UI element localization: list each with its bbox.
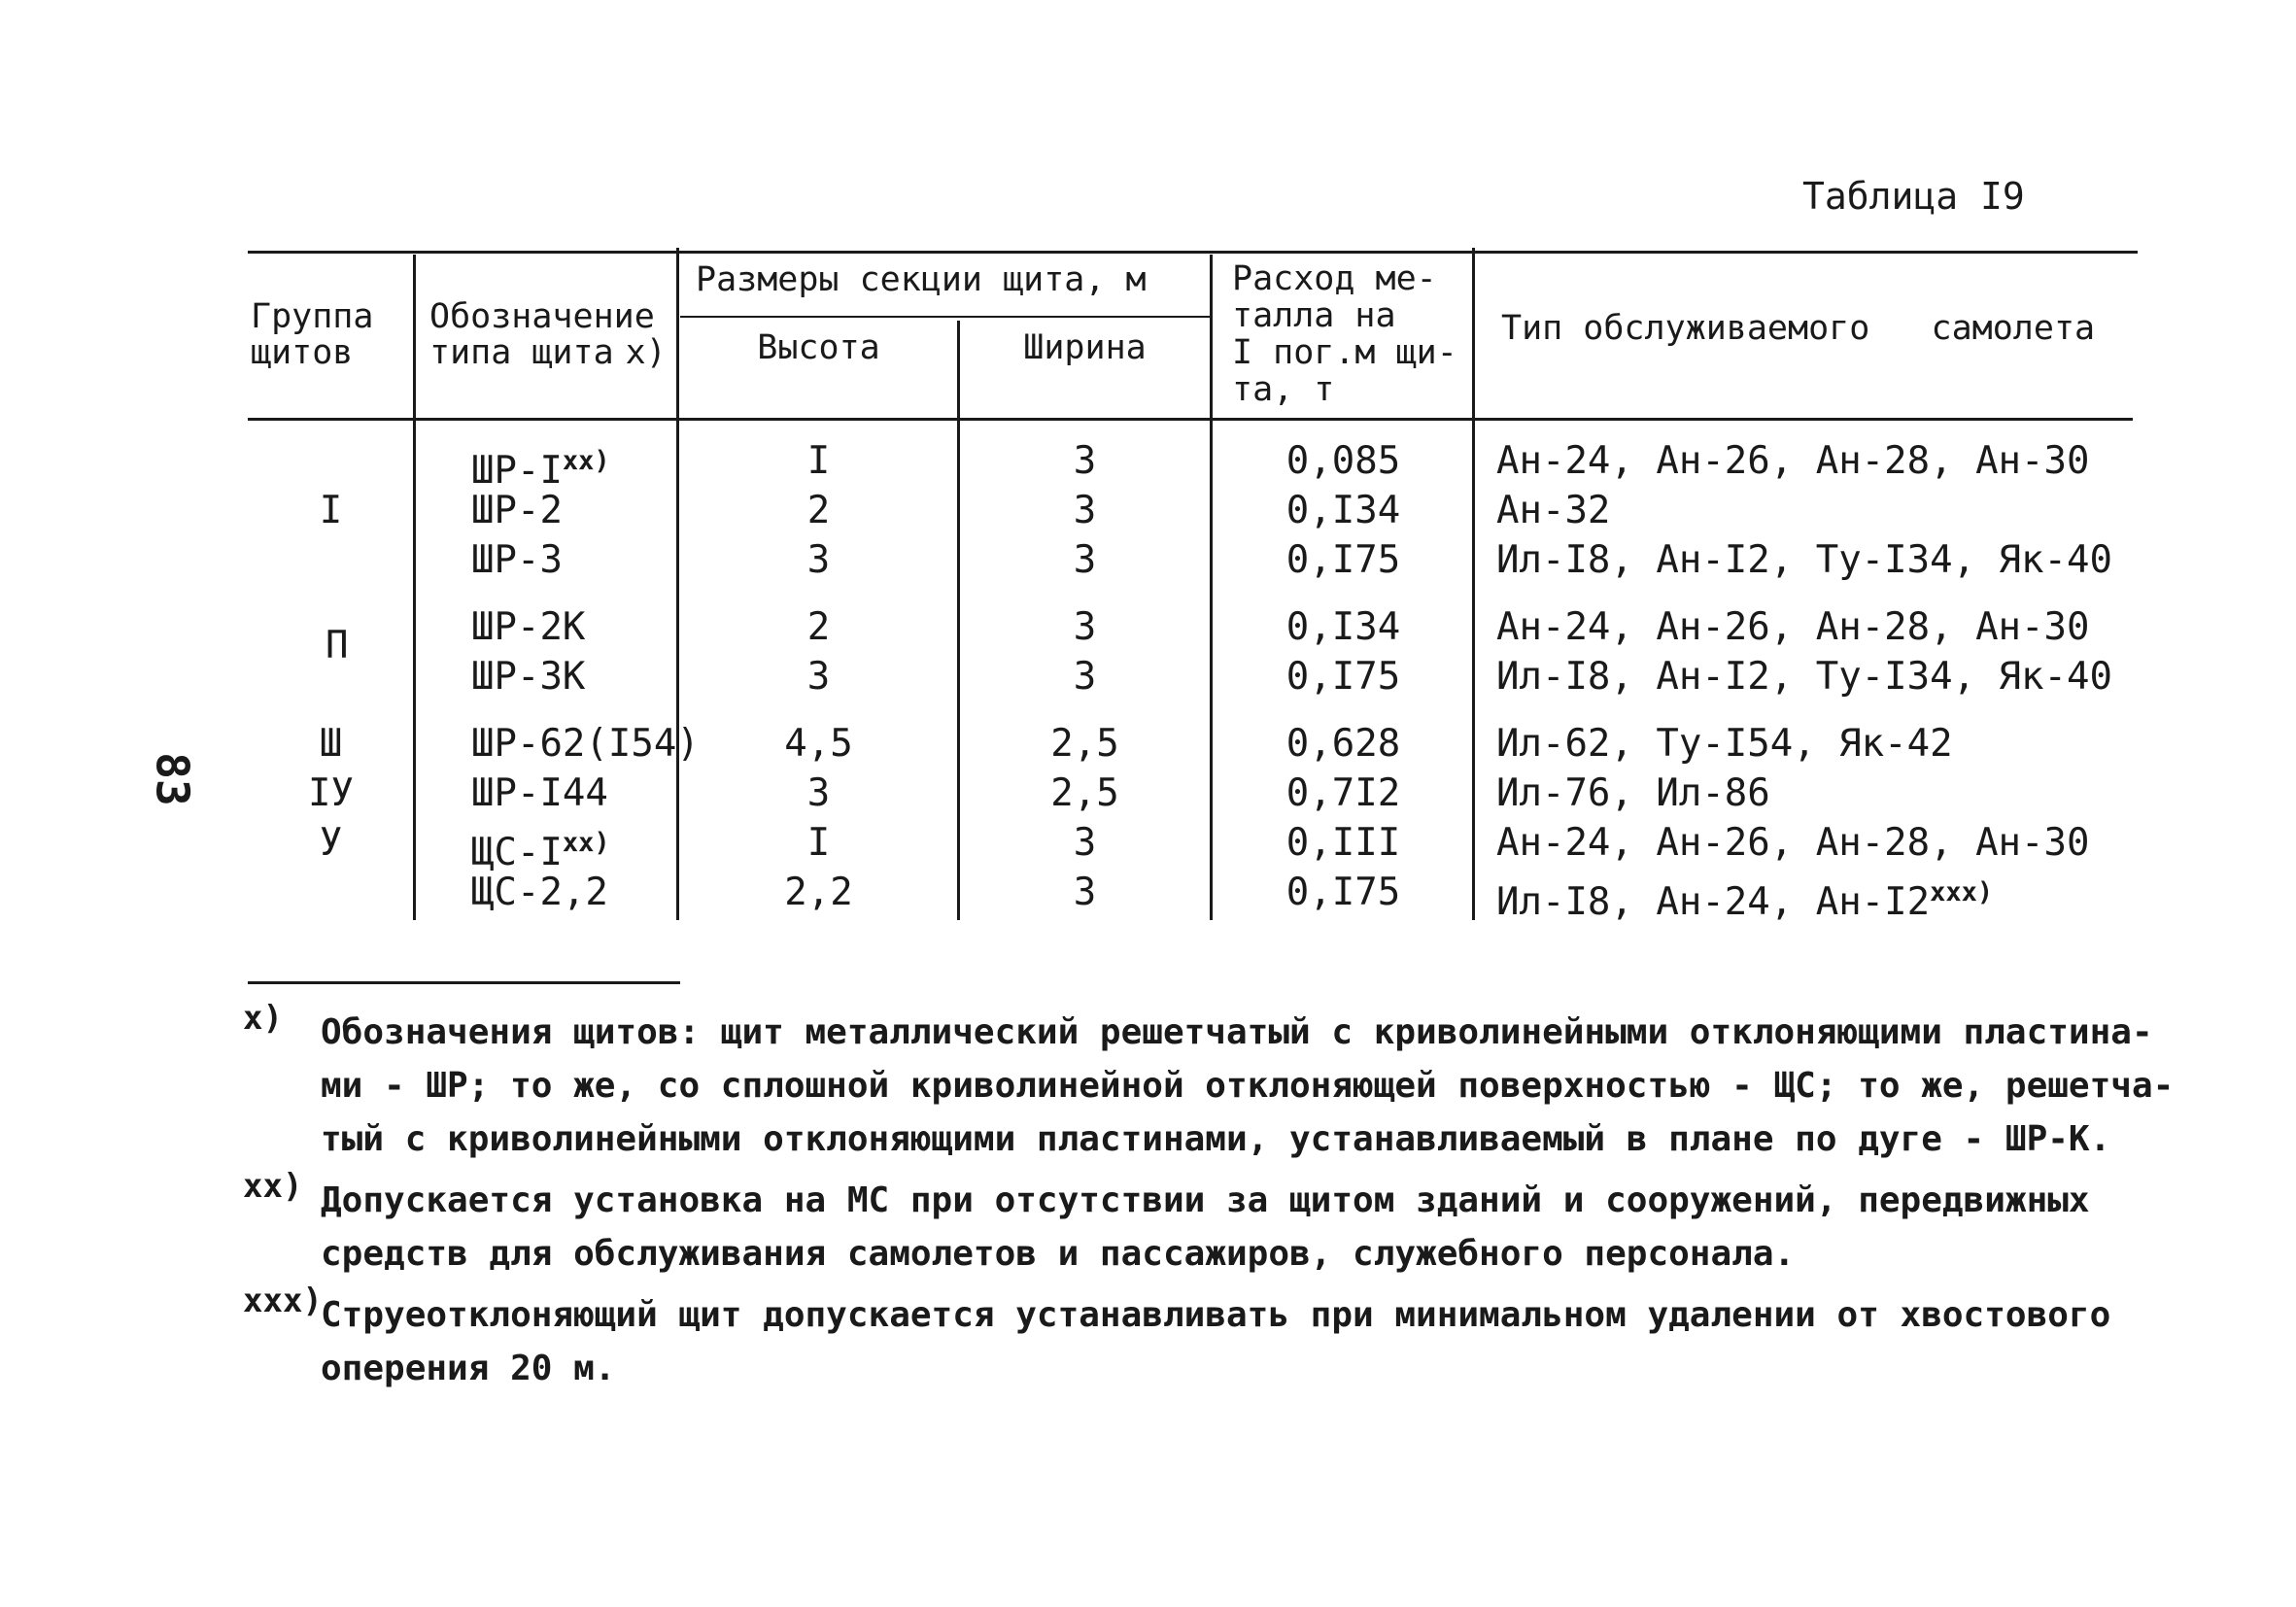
width-cell: 3 [1073,655,1097,699]
sizes-header-rule [680,316,1210,318]
group-cell-II: П [326,624,349,667]
metal-cell: 0,III [1285,821,1401,865]
type-cell: ШР-2К [471,605,586,649]
height-cell: 3 [806,538,831,582]
aircraft-cell: Ан-24, Ан-26, Ан-28, Ан-30 [1496,605,2090,649]
table-row: IУ [308,771,354,815]
aircraft-cell: Ил-62, Ту-I54, Як-42 [1496,722,1953,766]
metal-cell: 0,7I2 [1285,771,1401,815]
col-divider-1 [413,255,416,920]
metal-cell: 0,I75 [1285,538,1401,582]
header-height: Высота [757,328,880,367]
metal-cell: 0,I75 [1285,655,1401,699]
metal-cell: 0,I34 [1285,489,1401,532]
width-cell: 3 [1073,821,1097,865]
metal-cell: 0,I75 [1285,871,1401,914]
header-bottom-rule [248,418,2133,421]
aircraft-cell: Ан-32 [1496,489,1611,532]
height-cell: 2 [806,605,831,649]
table-row [251,869,411,918]
type-cell: ШР-I44 [471,771,608,815]
footnote: ххх) Струеотклоняющий щит допускается устанавливать при минимальном удалении от хвостового оперения 20 м. [243,1288,2147,1395]
type-cell: ШР-2 [471,489,563,532]
type-cell: ШР-3 [471,538,563,582]
page-number: 83 [146,752,199,806]
metal-cell: 0,085 [1285,439,1401,483]
width-cell: 3 [1073,538,1097,582]
height-cell: 3 [806,771,831,815]
height-cell: 2,2 [784,871,853,914]
header-designation-mark: x) [625,333,667,372]
type-footnote-mark: хх) [562,446,610,476]
width-cell: 2,5 [1050,722,1119,766]
table-row: У [319,821,343,865]
col-divider-5 [1472,248,1475,920]
type-cell: ШР-62(I54) [471,722,700,766]
aircraft-cell: Ил-76, Ил-86 [1496,771,1770,815]
table-row: Ш [319,722,343,766]
footnote: хх) Допускается установка на МС при отсутствии за щитом зданий и сооружений, передвижных средств для обслуживания самолетов и пассажиров, служебного персонала. [243,1174,2147,1281]
aircraft-footnote-mark: ххх) [1930,877,1994,907]
metal-column [1215,437,1472,918]
footnote-mark: хх) [243,1167,303,1206]
header-width: Ширина [1023,328,1147,367]
footnote-mark: x) [243,999,283,1038]
height-cell: 4,5 [784,722,853,766]
group-column [251,437,411,918]
aircraft-cell: Ан-24, Ан-26, Ан-28, Ан-30 [1496,439,2090,483]
type-cell: ШР-I [471,449,563,493]
type-column [471,437,700,918]
header-metal: Расход ме- талла на I пог.м щи- та, т [1232,259,1457,409]
width-cell: 2,5 [1050,771,1119,815]
footnote: x) Обозначения щитов: щит металлический решетчатый с криволинейными отклоняющими пластина- ми - ШР; то же, со сплошной криволинейной отклоняющей поверхностью - ЩС; то же, решетча- тый с криволинейными отклоняющими пластинами, устанавливаемый в плане по дуге - ШР-К. [243,1006,2147,1166]
header-sizes: Размеры секции щита, м [696,260,1147,299]
col-divider-4 [1210,255,1213,920]
type-footnote-mark: хх) [562,828,610,858]
metal-cell: 0,I34 [1285,605,1401,649]
footnotes [243,981,2175,1398]
aircraft-column [1496,437,2138,924]
aircraft-cell: Ил-I8, Ан-I2, Ту-I34, Як-40 [1496,538,2112,582]
width-cell: 3 [1073,871,1097,914]
width-column [960,437,1210,918]
width-cell: 3 [1073,439,1097,483]
table-row: I [319,489,343,532]
type-cell: ЩС-I [471,831,563,874]
table-row [251,437,411,487]
header-aircraft: Тип обслуживаемого самолета [1501,309,2096,348]
width-cell: 3 [1073,489,1097,532]
col-divider-2 [676,248,679,920]
type-cell: ЩС-2,2 [471,871,608,914]
metal-cell: 0,628 [1285,722,1401,766]
aircraft-cell: Ил-I8, Ан-I2, Ту-I34, Як-40 [1496,655,2112,699]
height-column [680,437,957,918]
aircraft-cell: Ил-I8, Ан-24, Ан-I2 [1496,880,1931,924]
table-top-rule [248,251,2138,254]
height-cell: I [806,821,831,865]
footnote-mark: ххх) [243,1282,323,1320]
header-designation: Обозначение типа щита x) [429,297,667,372]
type-cell: ШР-3К [471,655,586,699]
height-cell: 3 [806,655,831,699]
aircraft-cell: Ан-24, Ан-26, Ан-28, Ан-30 [1496,821,2090,865]
width-cell: 3 [1073,605,1097,649]
height-cell: I [806,439,831,483]
height-cell: 2 [806,489,831,532]
table-title: Таблица I9 [1802,175,2025,218]
table-row [251,536,411,586]
header-group: Группа щитов [251,297,374,372]
